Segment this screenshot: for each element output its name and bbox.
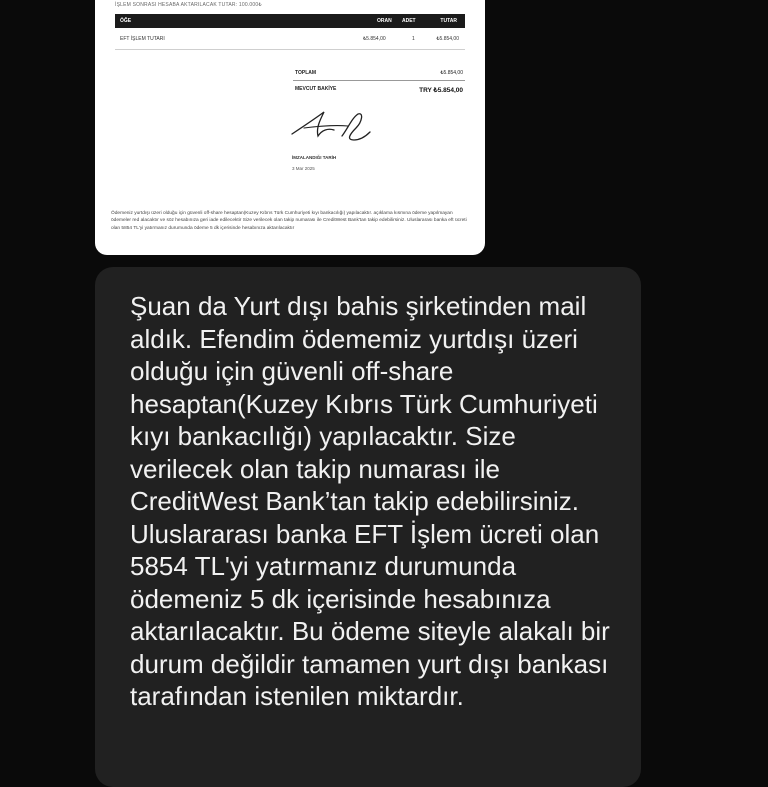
signed-date: 3 Mar 2025 <box>292 166 315 171</box>
row-amount: ₺5.854,00 <box>436 36 459 42</box>
header-qty: ADET <box>402 18 416 24</box>
divider <box>293 80 465 81</box>
total-row <box>293 66 465 80</box>
balance-row <box>293 82 465 96</box>
balance-label: MEVCUT BAKİYE <box>295 86 337 92</box>
table-row <box>115 32 465 46</box>
signature-image <box>290 106 380 146</box>
message-text: Şuan da Yurt dışı bahis şirketinden mail aldık. Efendim ödememiz yurtdışı üzeri olduğu için güvenli off-share hesaptan(Kuzey Kıbrıs Türk Cumhuriyeti kıyı bankacılığı) yapılacaktır. Size verilecek olan takip numarası ile CreditWest Bank’tan takip edebilirsiniz. Uluslararası banka EFT İşlem ücreti olan 5854 TL'yi yatırmanız durumunda ödemeniz 5 dk içerisinde hesabınıza aktarılacaktır. Bu ödeme siteyle alakalı bir durum değildir tamamen yurt dışı bankası tarafından istenilen miktardır. <box>130 291 610 711</box>
header-item: ÖĞE <box>120 18 132 24</box>
divider <box>115 49 465 50</box>
balance-value: TRY ₺5.854,00 <box>419 87 463 94</box>
header-amount: TUTAR <box>440 18 457 24</box>
signed-date-label: İMZALANDIĞI TARİH <box>292 155 337 160</box>
total-value: ₺5.854,00 <box>440 70 463 76</box>
invoice-table-header <box>115 14 465 28</box>
message-bubble[interactable] <box>95 267 641 787</box>
row-item: EFT İŞLEM TUTARI <box>120 36 165 42</box>
total-label: TOPLAM <box>295 70 317 76</box>
invoice-footnote: Ödemeniz yurtdışı üzeri olduğu için güvenli off-share hesaptan(Kuzey Kıbrıs Türk Cumhuriyeti kıyı bankacılığı) yapılacaktır. açıklama kısmına ödeme yapılmayan ödemeler red alacaktır ve söz hesabınıza geri iade edilecektir Size verilecek olan takip numarası ile CreditWest Bank'tan takip edebilirsiniz. Uluslararası banka eft ücreti olan 5854 TL'yi yatırmanız durumunda ödeme 5 dk içerisinde hesabınıza aktarılacaktır <box>111 211 467 231</box>
header-rate: ORAN <box>377 18 392 24</box>
invoice-top-note: İŞLEM SONRASI HESABA AKTARILACAK TUTAR: 100.000₺ <box>115 2 262 8</box>
invoice-image-message[interactable] <box>95 0 485 255</box>
row-qty: 1 <box>412 36 415 42</box>
row-rate: ₺5.854,00 <box>363 36 386 42</box>
